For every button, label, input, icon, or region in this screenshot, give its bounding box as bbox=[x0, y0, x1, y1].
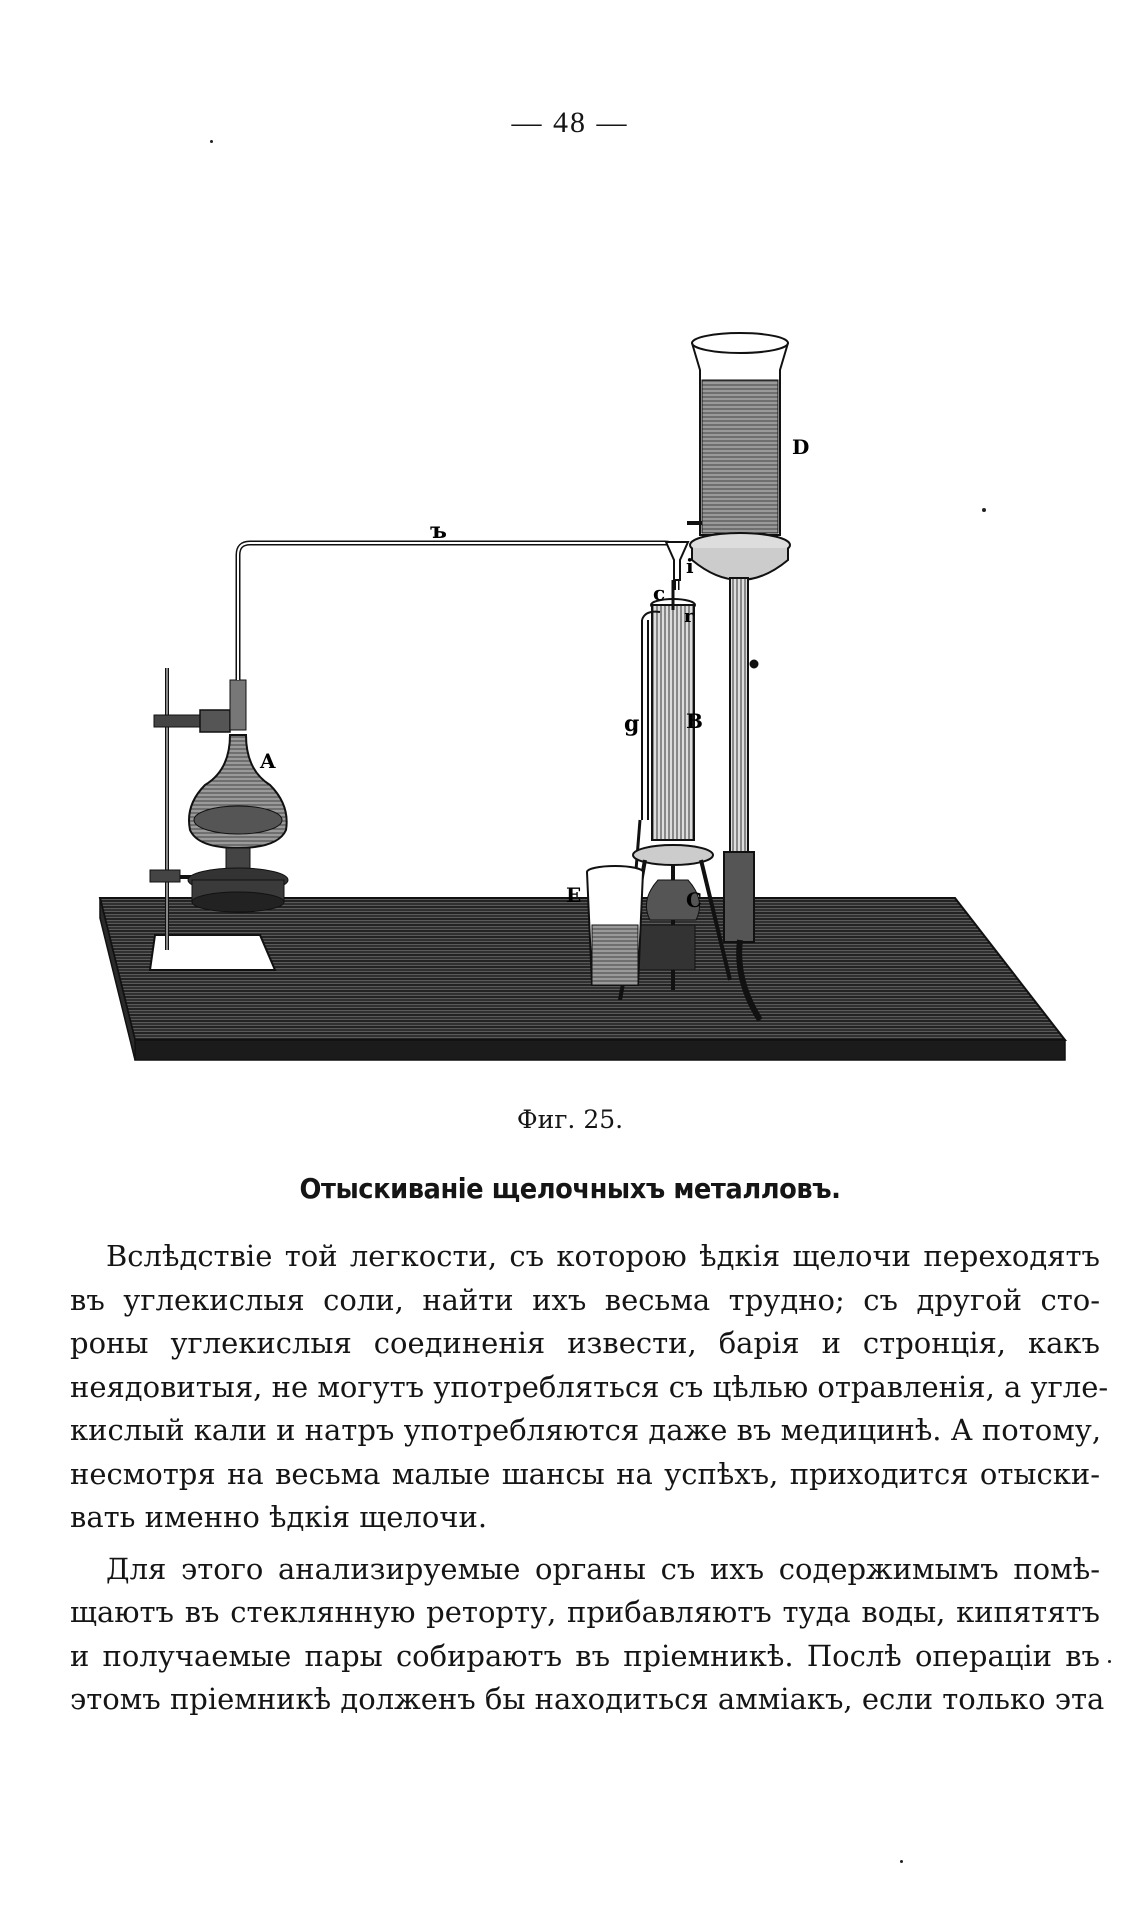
text-line: Вслѣдствіе той легкости, съ которою ѣдкія щелочи переходятъ bbox=[106, 1239, 1100, 1273]
figure-illustration bbox=[80, 180, 1070, 1100]
text-line: роны углекислыя соединенія извести, барія и стронція, какъ bbox=[70, 1326, 1100, 1360]
label-c: c bbox=[653, 581, 666, 605]
label-d: D bbox=[792, 435, 810, 459]
funnel-i bbox=[666, 542, 688, 580]
figure-caption: Фиг. 25. bbox=[516, 1105, 624, 1134]
text-line: этомъ пріемникѣ долженъ бы находиться амміакъ, если только эта bbox=[70, 1682, 1105, 1716]
label-b: ъ bbox=[430, 518, 447, 544]
paragraph bbox=[70, 1548, 1105, 1722]
text-line: Для этого анализируемые органы съ ихъ содержимымъ помѣ- bbox=[106, 1551, 1100, 1586]
label-r: r bbox=[684, 606, 694, 627]
label-i: i bbox=[686, 554, 694, 578]
tube-b bbox=[238, 543, 677, 680]
scan-speck bbox=[982, 508, 986, 512]
body-text bbox=[70, 1235, 1109, 1722]
text-line: кислый кали и натръ употребляются даже въ медицинѣ. А потому, bbox=[70, 1413, 1102, 1447]
text-line: неядовитыя, не могутъ употребляться съ цѣлью отравленія, а угле- bbox=[70, 1369, 1109, 1404]
beaker-e bbox=[587, 866, 643, 985]
text-line: несмотря на весьма малые шансы на успѣхъ, приходится отыски- bbox=[70, 1456, 1100, 1491]
paragraph bbox=[70, 1235, 1109, 1540]
scan-speck bbox=[1108, 1660, 1111, 1663]
label-bb: B bbox=[686, 709, 703, 733]
table-board bbox=[100, 898, 1065, 1060]
text-line: вать именно ѣдкія щелочи. bbox=[70, 1500, 488, 1534]
scan-speck bbox=[900, 1860, 903, 1863]
label-cc: C bbox=[686, 888, 702, 912]
section-heading: Отыскиваніе щелочныхъ металловъ. bbox=[299, 1172, 841, 1205]
label-e: E bbox=[566, 883, 582, 907]
page-number: — 48 — bbox=[511, 106, 629, 139]
scan-speck bbox=[210, 140, 213, 143]
label-g: g bbox=[624, 711, 640, 737]
text-line: въ углекислыя соли, найти ихъ весьма трудно; съ другой сто- bbox=[70, 1282, 1100, 1317]
text-line: и получаемые пары собираютъ въ пріемникѣ. Послѣ операціи въ bbox=[70, 1638, 1100, 1673]
label-a: A bbox=[260, 749, 276, 773]
text-line: щаютъ въ стеклянную реторту, прибавляютъ туда воды, кипятятъ bbox=[70, 1595, 1100, 1629]
